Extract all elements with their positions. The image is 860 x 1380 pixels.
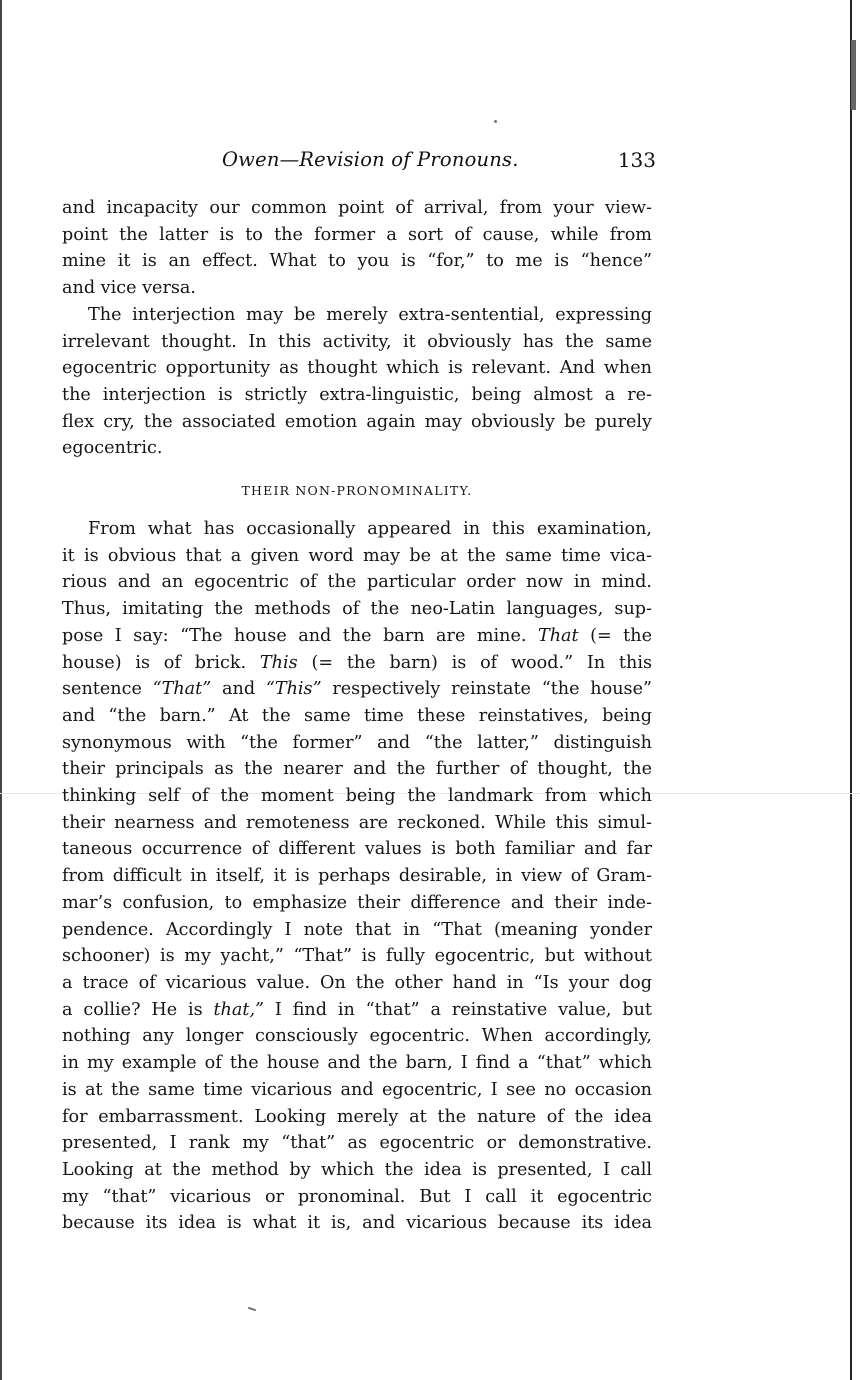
text-line: taneous occurrence of different values is both familiar and far — [62, 839, 652, 860]
text-line: and incapacity our common point of arrival, from your view- — [62, 198, 652, 218]
text-line: is at the same time vicarious and egocentric, I see no occasion — [62, 1079, 652, 1100]
text-line: nothing any longer consciously egocentric. When accordingly, — [62, 1026, 652, 1047]
text-line: because its idea is what it is, and vicarious because its idea — [62, 1213, 652, 1234]
text-line: a collie? He is that,” I find in “that” a reinstative value, but — [62, 999, 652, 1020]
text-line: schooner) is my yacht,” “That” is fully egocentric, but without — [62, 946, 652, 967]
text-line: mar’s confusion, to emphasize their difference and their inde- — [62, 892, 652, 913]
text-line: house) is of brick. This (= the barn) is of wood.” In this — [62, 652, 652, 673]
page-number: 133 — [617, 148, 656, 172]
text-line: pendence. Accordingly I note that in “That (meaning yonder — [62, 919, 652, 940]
text-line: their principals as the nearer and the further of thought, the — [62, 759, 652, 780]
page-header — [62, 148, 656, 176]
text-line: and vice versa. — [62, 278, 196, 299]
text-line: mine it is an effect. What to you is “for,” to me is “hence” — [62, 251, 652, 272]
text-line: my “that” vicarious or pronominal. But I call it egocentric — [62, 1186, 652, 1207]
paragraph — [62, 195, 652, 302]
text-line: in my example of the house and the barn, I find a “that” which — [62, 1053, 652, 1074]
body-text — [62, 195, 652, 1237]
text-line: synonymous with “the former” and “the latter,” distinguish — [62, 732, 652, 753]
text-line: it is obvious that a given word may be at the same time vica- — [62, 545, 652, 566]
text-line: The interjection may be merely extra-sentential, expressing — [88, 304, 652, 325]
text-line: for embarrassment. Looking merely at the nature of the idea — [62, 1106, 652, 1127]
text-line: and “the barn.” At the same time these reinstatives, being — [62, 705, 652, 726]
text-line: point the latter is to the former a sort of cause, while from — [62, 224, 652, 245]
paragraph — [62, 302, 652, 462]
text-line: a trace of vicarious value. On the other hand in “Is your dog — [62, 972, 652, 993]
text-line: egocentric. — [62, 438, 163, 459]
text-line: rious and an egocentric of the particular order now in mind. — [62, 572, 652, 593]
text-line: from difficult in itself, it is perhaps desirable, in view of Gram- — [62, 866, 652, 887]
text-line: thinking self of the moment being the landmark from which — [62, 786, 652, 807]
paragraph — [62, 516, 652, 1237]
text-line: pose I say: “The house and the barn are mine. That (= the — [62, 625, 652, 646]
running-title: Owen—Revision of Pronouns. — [222, 148, 519, 171]
text-line: Looking at the method by which the idea is presented, I call — [62, 1159, 652, 1180]
text-line: sentence “That” and “This” respectively reinstate “the house” — [62, 679, 652, 700]
scan-speck — [494, 120, 497, 123]
text-line: irrelevant thought. In this activity, it obviously has the same — [62, 331, 652, 352]
text-line: the interjection is strictly extra-linguistic, being almost a re- — [62, 384, 652, 405]
text-line: presented, I rank my “that” as egocentric or demonstrative. — [62, 1133, 652, 1154]
text-line: From what has occasionally appeared in this examination, — [88, 519, 652, 540]
scan-edge-mark — [851, 40, 856, 110]
text-line: flex cry, the associated emotion again may obviously be purely — [62, 411, 652, 432]
text-line: Thus, imitating the methods of the neo-Latin languages, sup- — [62, 599, 652, 620]
section-heading: THEIR NON-PRONOMINALITY. — [241, 483, 473, 499]
text-line: their nearness and remoteness are reckoned. While this simul- — [62, 812, 652, 833]
text-line: egocentric opportunity as thought which is relevant. And when — [62, 358, 652, 379]
